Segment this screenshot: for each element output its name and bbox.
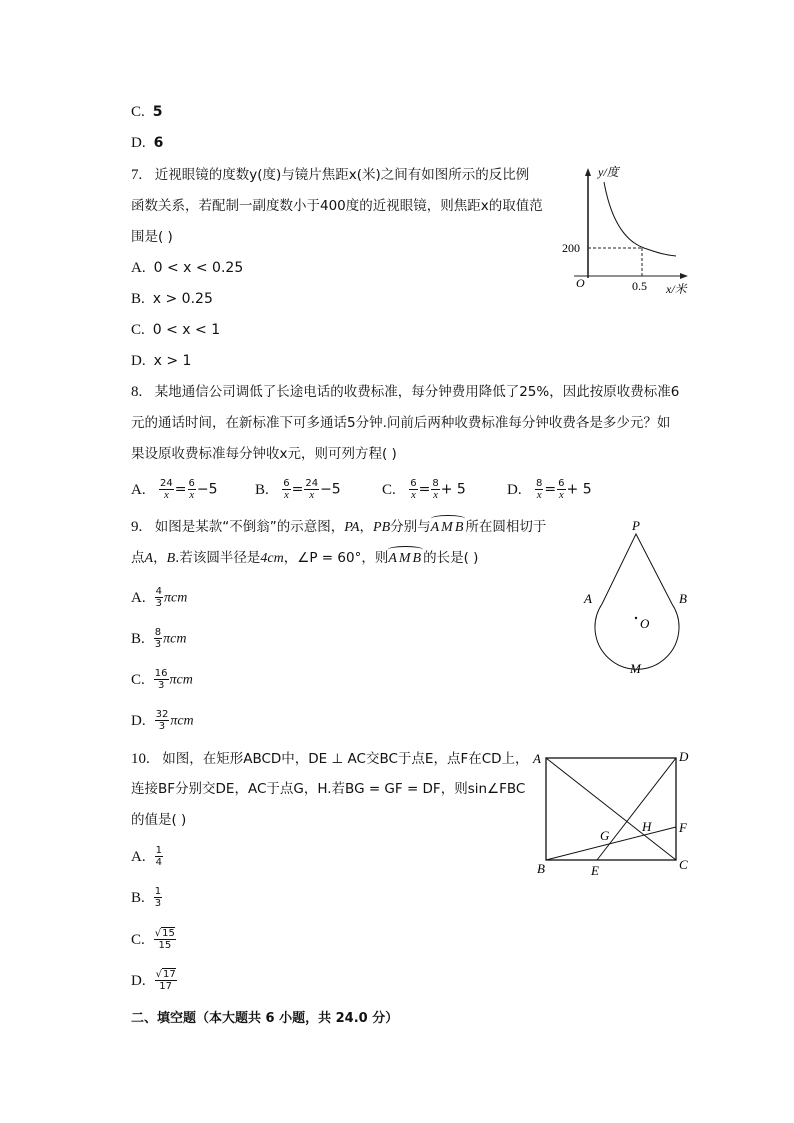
q10-option-c	[131, 928, 177, 951]
q7-line-3	[131, 227, 173, 247]
q7-line-2	[131, 196, 543, 216]
q10-option-d	[131, 969, 178, 992]
q9-option-b	[131, 627, 186, 650]
numerator: 24	[160, 478, 173, 489]
denominator: x	[558, 489, 564, 501]
equation-tail: −5	[320, 481, 341, 498]
q10-line-3	[131, 810, 186, 830]
fraction	[155, 845, 163, 868]
option-letter: A.	[131, 260, 146, 276]
section-heading	[131, 1008, 398, 1029]
sqrt-radicand: 15	[162, 928, 175, 939]
point-label-b: B	[537, 861, 545, 876]
numerator: 1	[155, 845, 162, 856]
math-var: PA	[344, 520, 360, 535]
denominator: x	[410, 489, 416, 501]
question-text: 果设原收费标准每分钟收x元，则可列方程( )	[131, 446, 397, 462]
denominator: 3	[158, 721, 166, 732]
q8-option-a: A. $\frac{24}{x}$ = $\frac{6}{x}$ −5	[131, 478, 218, 501]
question-text: 函数关系，若配制一副度数小于400度的近视眼镜，则焦距x的取值范	[131, 198, 543, 214]
denominator: x	[536, 489, 542, 501]
q8-line-2	[131, 413, 670, 433]
fraction	[409, 478, 417, 501]
point-label-g: G	[600, 828, 610, 843]
option-letter: B.	[131, 889, 145, 906]
option-letter: B.	[131, 291, 145, 307]
q9-line-2	[131, 548, 478, 569]
q8-option-b: B. $\frac{6}{x}$ = $\frac{24}{x}$ −5	[255, 478, 341, 501]
numerator: 4	[155, 586, 162, 597]
math-var: B	[166, 551, 176, 566]
equation-tail: + 5	[566, 481, 592, 498]
option-letter: C.	[131, 931, 145, 948]
q9-line-1	[131, 517, 546, 538]
option-value: x > 0.25	[152, 291, 213, 307]
q10-option-a	[131, 845, 164, 868]
fraction	[159, 478, 174, 501]
question-number: 10.	[131, 751, 150, 767]
denominator: x	[163, 489, 169, 501]
q8-option-c: C. $\frac{6}{x}$ = $\frac{8}{x}$ + 5	[382, 478, 466, 501]
option-value: 0 < x < 1	[152, 322, 221, 338]
numerator: 24	[305, 478, 319, 489]
option-letter: C.	[131, 104, 145, 120]
x-axis-label: x/米	[666, 282, 687, 296]
question-text: 连接BF分别交DE，AC于点G，H.若BG = GF = DF，则sin∠FBC	[131, 781, 526, 797]
denominator: 3	[155, 598, 162, 609]
math-var: A	[144, 551, 154, 566]
origin-label: O	[576, 276, 585, 290]
point-label-m: M	[630, 661, 641, 676]
q7-option-a	[131, 258, 243, 278]
numerator: 6	[410, 478, 417, 489]
option-unit: πcm	[169, 672, 193, 688]
math-value: 4cm	[260, 551, 284, 566]
numerator: 1	[154, 886, 162, 897]
question-text: 如图是某款“不倒翁”的示意图，	[154, 519, 345, 535]
section-title: 二、填空题（本大题共 6 小题，共 24.0 分）	[131, 1011, 399, 1026]
numerator: √15	[154, 928, 175, 939]
math-var: PB	[373, 520, 391, 535]
fraction	[282, 478, 290, 501]
question-text: 点	[131, 550, 145, 566]
option-letter: D.	[131, 353, 146, 369]
q9-option-d	[131, 709, 194, 732]
q7-graph-figure	[560, 160, 700, 300]
point-label-p: P	[632, 518, 640, 533]
q8-line-1	[131, 382, 679, 402]
arc-label: AMB	[431, 518, 466, 538]
denominator: 3	[154, 898, 162, 909]
question-text: ，	[359, 519, 374, 535]
y-tick-label: 200	[562, 241, 580, 255]
option-letter: C.	[131, 671, 145, 688]
option-letter: A.	[131, 589, 146, 606]
point-label-e: E	[591, 863, 599, 878]
question-number: 9.	[131, 519, 143, 535]
option-value: 5	[152, 104, 163, 120]
q8-option-d: D. $\frac{8}{x}$ = $\frac{6}{x}$ + 5	[507, 478, 592, 501]
denominator: x	[433, 489, 438, 501]
numerator: 8	[154, 627, 162, 638]
fraction	[155, 969, 177, 992]
fraction	[155, 709, 170, 732]
option-value: 0 < x < 0.25	[153, 260, 244, 276]
point-label-a: A	[533, 751, 541, 766]
option-letter: D.	[131, 712, 146, 729]
numerator: 6	[283, 478, 290, 489]
q10-rectangle-figure	[525, 745, 705, 880]
option-letter: D.	[507, 481, 522, 498]
fraction	[188, 478, 196, 501]
question-text: ，	[153, 550, 167, 566]
option-unit: πcm	[170, 713, 194, 729]
fraction	[535, 478, 543, 501]
question-text: 如图，在矩形ABCD中，DE ⊥ AC交BC于点E，点F在CD上，	[162, 751, 529, 767]
denominator: x	[283, 489, 289, 501]
numerator: 8	[432, 478, 439, 489]
q10-line-2	[131, 779, 525, 799]
numerator: √17	[155, 969, 176, 980]
point-label-d: D	[679, 749, 689, 764]
question-text: 围是( )	[131, 229, 173, 245]
y-axis-label: y/度	[598, 165, 619, 179]
numerator: 8	[536, 478, 543, 489]
fraction	[304, 478, 319, 501]
fraction	[154, 668, 169, 691]
option-value: x > 1	[153, 353, 192, 369]
question-text: ，∠P = 60°，则	[283, 550, 389, 566]
point-label-b: B	[679, 591, 687, 606]
question-text: 分别与	[390, 519, 431, 535]
point-label-o: O	[640, 616, 650, 631]
numerator: 16	[154, 668, 168, 679]
option-letter: A.	[131, 848, 146, 865]
option-letter: D.	[131, 972, 146, 989]
point-label-h: H	[642, 819, 652, 834]
denominator: 3	[154, 639, 162, 650]
equation-tail: + 5	[440, 481, 466, 498]
q9-tumbler-figure	[575, 512, 700, 682]
denominator: x	[189, 489, 195, 501]
option-letter: C.	[131, 322, 145, 338]
denominator: 15	[158, 940, 172, 951]
option-letter: C.	[382, 481, 396, 498]
denominator: 3	[157, 680, 165, 691]
option-letter: B.	[255, 481, 269, 498]
numerator: 32	[155, 709, 169, 720]
denominator: 17	[159, 981, 173, 992]
option-letter: B.	[131, 630, 145, 647]
arc-label: AMB	[388, 549, 423, 569]
question-text: 的值是( )	[131, 812, 187, 828]
option-unit: πcm	[163, 590, 188, 606]
fraction	[154, 627, 162, 650]
q7-line-1	[131, 165, 529, 185]
option-value: 6	[153, 135, 164, 151]
fraction	[557, 478, 565, 501]
equation-tail: −5	[196, 481, 218, 498]
denominator: 4	[155, 857, 162, 868]
x-tick-label: 0.5	[632, 279, 647, 293]
option-letter: A.	[131, 481, 146, 498]
question-text: 近视眼镜的度数y(度)与镜片焦距x(米)之间有如图所示的反比例	[154, 167, 530, 183]
fraction	[431, 478, 439, 501]
question-text: 某地通信公司调低了长途电话的收费标准，每分钟费用降低了25%，因此按原收费标准6	[154, 384, 680, 400]
q10-line-1	[131, 749, 529, 769]
fraction	[154, 886, 162, 909]
prev-option-c	[131, 102, 163, 122]
question-text: .若该圆半径是	[175, 550, 261, 566]
question-text: 所在圆相切于	[465, 519, 547, 535]
q8-line-3	[131, 444, 397, 464]
q9-option-a	[131, 586, 187, 609]
question-text: 的长是( )	[423, 550, 479, 566]
point-label-c: C	[679, 857, 688, 872]
sqrt-radicand: 17	[162, 969, 176, 980]
q10-option-b	[131, 886, 163, 909]
question-number: 7.	[131, 167, 143, 183]
q7-option-d	[131, 351, 191, 371]
question-text: 元的通话时间，在新标准下可多通话5分钟.问前后两种收费标准每分钟收费各是多少元？如	[131, 415, 671, 431]
q7-option-b	[131, 289, 213, 309]
denominator: x	[309, 489, 315, 501]
q7-option-c	[131, 320, 220, 340]
option-letter: D.	[131, 135, 146, 151]
prev-option-d	[131, 133, 163, 153]
fraction	[154, 928, 176, 951]
point-label-f: F	[679, 820, 687, 835]
option-unit: πcm	[163, 631, 187, 647]
point-label-a: A	[584, 591, 592, 606]
numerator: 6	[188, 478, 195, 489]
fraction	[155, 586, 163, 609]
q9-option-c	[131, 668, 193, 691]
numerator: 6	[558, 478, 565, 489]
question-number: 8.	[131, 384, 143, 400]
